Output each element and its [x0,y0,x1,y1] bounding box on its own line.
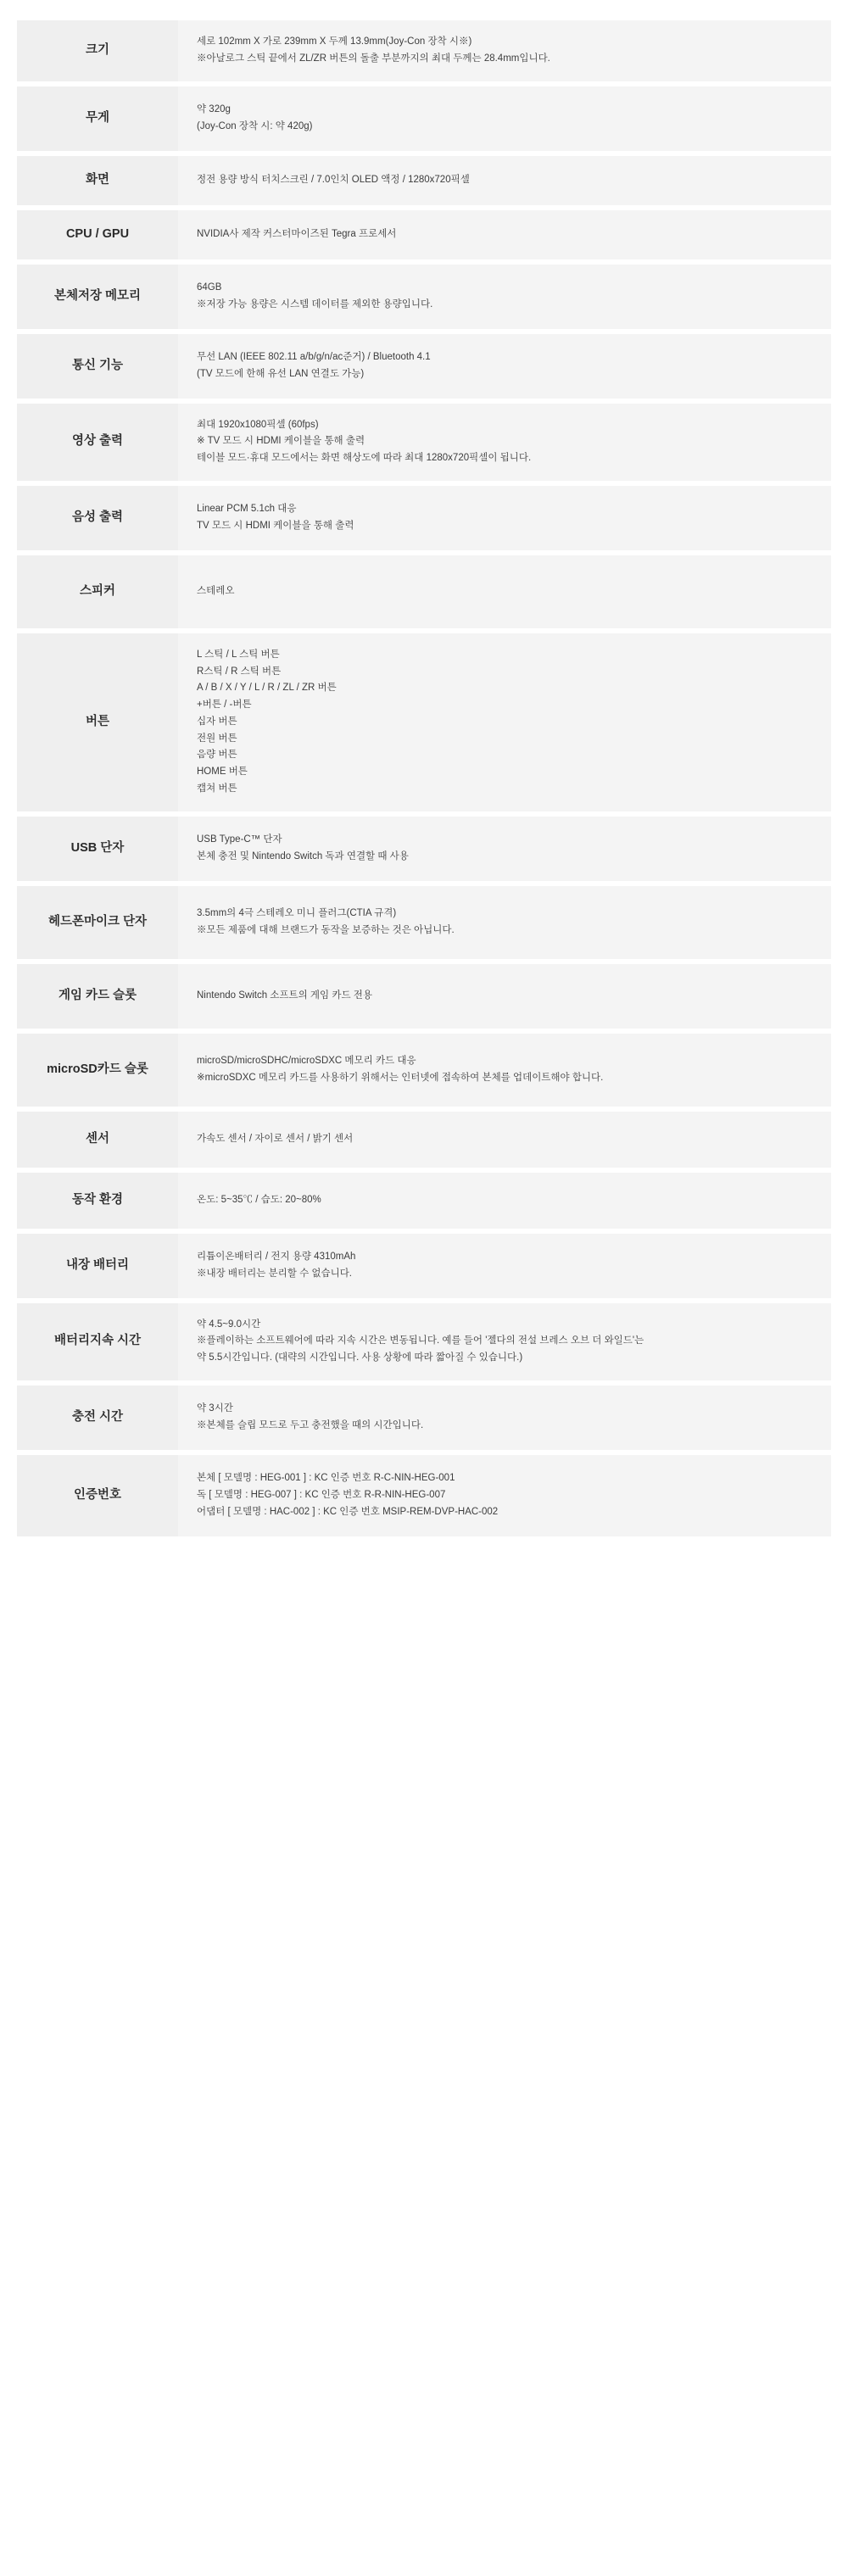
spec-label-line: 마이크 단자 [83,914,148,928]
specifications-table [17,15,831,1542]
spec-value [178,817,831,881]
spec-label-line: 충전 시간 [71,1410,124,1425]
spec-value [178,964,831,1029]
table-row [17,1173,831,1229]
spec-value-line: 64GB [197,282,222,293]
spec-value-line: 어댑터 [ 모델명 : HAC-002 ] : KC 인증 번호 MSIP-REM-DVP-HAC-002 [197,1506,499,1517]
spec-value [178,1034,831,1107]
spec-value-line: (Joy-Con 장착 시: 약 420g) [197,120,313,131]
spec-label [17,633,178,811]
spec-value [178,404,831,481]
spec-label-line: CPU / GPU [65,226,130,241]
table-row [17,86,831,151]
spec-value [178,1112,831,1168]
spec-value-line: 세로 102mm X 가로 239mm X 두께 13.9mm(Joy-Con 장착 시※) [197,36,472,47]
spec-label-line: microSD [47,1062,98,1076]
table-row [17,817,831,881]
spec-value-line: 최대 1920x1080픽셀 (60fps) [197,419,319,430]
spec-label [17,486,178,550]
table-row [17,964,831,1029]
spec-value-line: 약 5.5시간입니다. (대략의 시간입니다. 사용 상황에 따라 짧아질 수 있습니다.) [197,1352,523,1363]
spec-label [17,1173,178,1229]
spec-value-line: R스틱 / R 스틱 버튼 [197,666,282,677]
spec-value-line: microSD/microSDHC/microSDXC 메모리 카드 대응 [197,1055,416,1066]
spec-value-line: ※ TV 모드 시 HDMI 케이블을 통해 출력 [197,436,365,447]
table-row [17,404,831,481]
spec-value-line: ※microSDXC 메모리 카드를 사용하기 위해서는 인터넷에 접속하여 본체를 업데이트해야 합니다. [197,1072,604,1083]
spec-value [178,633,831,811]
spec-value-line: 온도: 5~35℃ / 습도: 20~80% [197,1194,321,1205]
spec-label-line: 지속 시간 [89,1334,142,1348]
spec-label-line: 크기 [85,42,109,57]
spec-value [178,1386,831,1450]
spec-value-line: 무선 LAN (IEEE 802.11 a/b/g/n/ac준거) / Bluetooth 4.1 [197,351,431,362]
table-row [17,633,831,811]
spec-value-line: A / B / X / Y / L / R / ZL / ZR 버튼 [197,683,337,694]
spec-label-line: 본체 [53,288,78,303]
spec-value-line: ※내장 배터리는 분리할 수 없습니다. [197,1268,352,1279]
spec-value-line: (TV 모드에 한해 유선 LAN 연결도 가능) [197,368,365,379]
spec-label [17,817,178,881]
spec-value-line: 독 [ 모델명 : HEG-007 ] : KC 인증 번호 R-R-NIN-HEG-007 [197,1490,446,1501]
spec-value-line: L 스틱 / L 스틱 버튼 [197,649,280,660]
spec-value [178,20,831,81]
spec-label [17,1386,178,1450]
spec-value-line: ※저장 가능 용량은 시스템 데이터를 제외한 용량입니다. [197,298,433,309]
spec-value-line: 본체 충전 및 Nintendo Switch 독과 연결할 때 사용 [197,850,409,861]
spec-label [17,886,178,959]
spec-value-line: +버튼 / -버튼 [197,700,252,711]
table-row [17,555,831,628]
spec-label-line: 헤드폰 [47,914,84,928]
spec-value [178,334,831,399]
spec-label [17,210,178,259]
spec-label [17,1234,178,1298]
spec-label [17,334,178,399]
spec-value-line: 전원 버튼 [197,733,237,744]
spec-value-line: 음량 버튼 [197,750,237,761]
table-row [17,1455,831,1536]
spec-value [178,555,831,628]
spec-value-line: Nintendo Switch 소프트의 게임 카드 전용 [197,990,372,1001]
spec-value-line: ※플레이하는 소프트웨어에 따라 지속 시간은 변동됩니다. 예를 들어 '젤다의 전설 브레스 오브 더 와일드'는 [197,1335,644,1347]
spec-label-line: USB 단자 [70,840,125,855]
spec-value [178,486,831,550]
table-row [17,886,831,959]
spec-label [17,86,178,151]
spec-label-line: 센서 [85,1131,109,1146]
spec-value [178,1173,831,1229]
spec-label [17,404,178,481]
spec-label-line: 인증번호 [73,1488,122,1503]
spec-label [17,20,178,81]
spec-label-line: 카드 슬롯 [97,1062,148,1076]
spec-label-line: 배터리 [53,1334,90,1348]
table-row [17,334,831,399]
spec-value-line: 리튬이온배터리 / 전지 용량 4310mAh [197,1251,356,1262]
spec-value-line: 본체 [ 모델명 : HEG-001 ] : KC 인증 번호 R-C-NIN-HEG-001 [197,1473,455,1484]
spec-value-line: 3.5mm의 4극 스테레오 미니 플러그(CTIA 규격) [197,907,397,918]
table-row [17,156,831,205]
table-row [17,210,831,259]
spec-value [178,210,831,259]
table-row [17,1303,831,1380]
table-row [17,20,831,81]
table-row [17,1386,831,1450]
spec-value [178,886,831,959]
table-row [17,1112,831,1168]
table-row [17,486,831,550]
spec-label [17,1034,178,1107]
spec-label [17,156,178,205]
spec-value-line: 정전 용량 방식 터치스크린 / 7.0인치 OLED 액정 / 1280x720픽셀 [197,174,470,185]
spec-label-line: 통신 기능 [71,358,124,372]
spec-value-line: ※본체를 슬립 모드로 두고 충전했을 때의 시간입니다. [197,1420,424,1431]
spec-label-line: 음성 출력 [71,510,124,524]
spec-value-line: 가속도 센서 / 자이로 센서 / 밝기 센서 [197,1133,354,1144]
spec-value [178,265,831,329]
spec-label-line: 무게 [85,110,109,125]
spec-value-line: Linear PCM 5.1ch 대응 [197,504,297,515]
spec-value-line: 테이블 모드·휴대 모드에서는 화면 해상도에 따라 최대 1280x720픽셀이 됩니다. [197,453,532,464]
spec-label [17,1112,178,1168]
spec-value-line: ※아날로그 스틱 끝에서 ZL/ZR 버튼의 돌출 부분까지의 최대 두께는 28.4mm입니다. [197,53,550,64]
spec-label-line: 게임 카드 슬롯 [58,988,137,1002]
spec-value-line: NVIDIA사 제작 커스터마이즈된 Tegra 프로세서 [197,228,397,239]
spec-value-line: 캡쳐 버튼 [197,783,237,794]
spec-label-line: 스피커 [79,583,116,598]
spec-label-line: 화면 [85,172,109,187]
spec-label [17,964,178,1029]
table-row [17,265,831,329]
spec-label [17,1303,178,1380]
spec-value-line: TV 모드 시 HDMI 케이블을 통해 출력 [197,520,354,531]
spec-value-line: 약 4.5~9.0시간 [197,1319,261,1330]
spec-value-line: USB Type-C™ 단자 [197,834,282,845]
spec-value-line: HOME 버튼 [197,767,248,778]
spec-label [17,1455,178,1536]
spec-value-line: 십자 버튼 [197,716,237,727]
spec-label-line: 내장 배터리 [65,1257,130,1272]
spec-label-line: 동작 환경 [71,1192,124,1207]
spec-label [17,555,178,628]
spec-label [17,265,178,329]
table-row [17,1234,831,1298]
specifications-table-body [17,20,831,1536]
spec-value-line: ※모든 제품에 대해 브랜드가 동작을 보증하는 것은 아닙니다. [197,924,455,935]
spec-value-line: 약 3시간 [197,1403,233,1414]
spec-value-line: 약 320g [197,103,231,114]
spec-label-line: 저장 메모리 [77,288,142,303]
spec-value [178,86,831,151]
spec-value [178,156,831,205]
spec-value-line: 스테레오 [197,585,235,596]
spec-value [178,1455,831,1536]
spec-label-line: 버튼 [85,714,109,728]
spec-value [178,1303,831,1380]
spec-value [178,1234,831,1298]
table-row [17,1034,831,1107]
spec-label-line: 영상 출력 [71,434,124,449]
